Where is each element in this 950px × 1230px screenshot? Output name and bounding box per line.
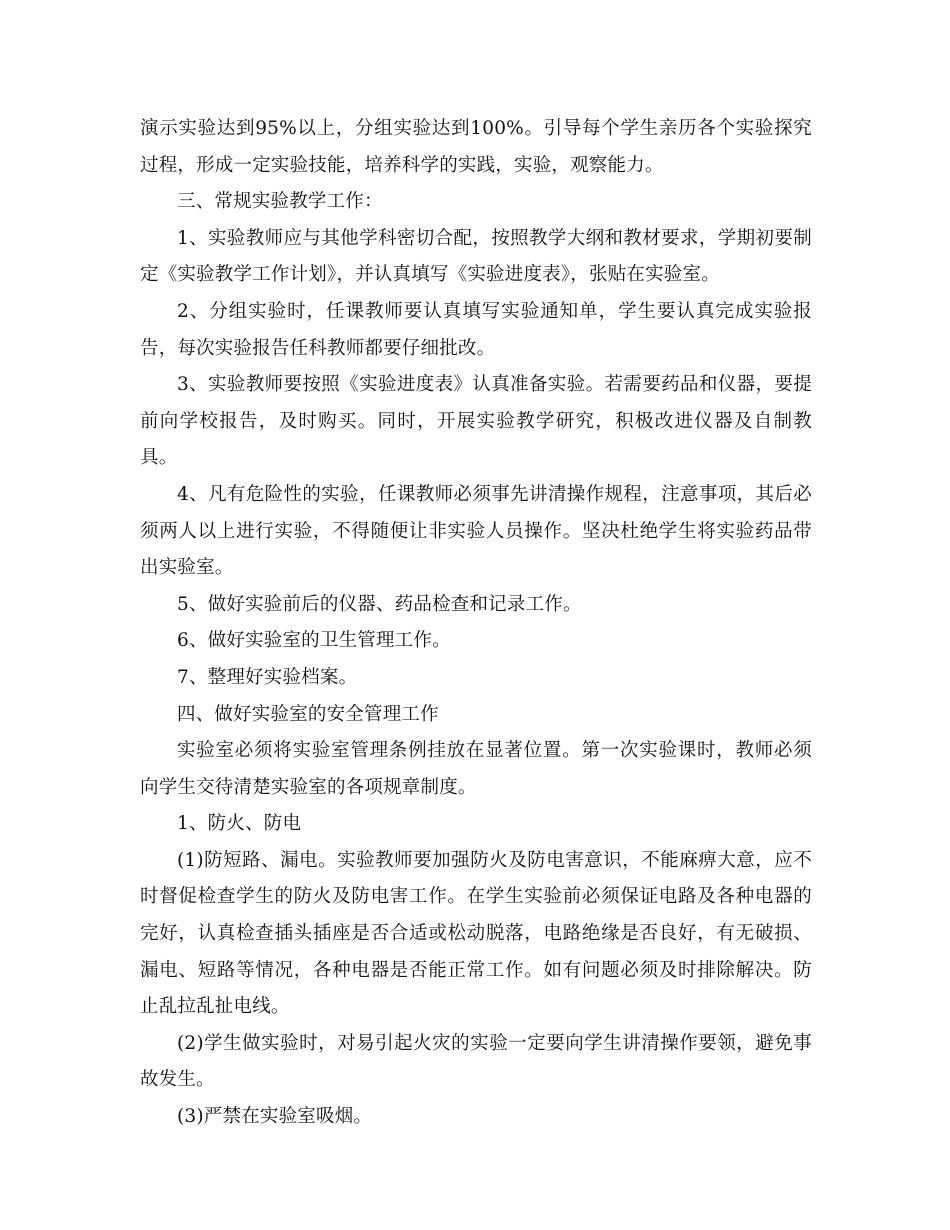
paragraph-item-4: 4、凡有危险性的实验，任课教师必须事先讲清操作规程，注意事项，其后必须两人以上进行实验，不得随便让非实验人员操作。坚决杜绝学生将实验药品带出实验室。 <box>140 483 812 579</box>
section-heading-routine-teaching: 三、常规实验教学工作： <box>177 191 383 213</box>
document-body <box>140 111 812 1136</box>
section-heading-safety-management: 四、做好实验室的安全管理工作 <box>177 703 439 725</box>
paragraph-sub-2: (2)学生做实验时，对易引起火灾的实验一定要向学生讲清操作要领，避免事故发生。 <box>140 1032 812 1091</box>
paragraph-item-3: 3、实验教师要按照《实验进度表》认真准备实验。若需要药品和仪器，要提前向学校报告，及时购买。同时，开展实验教学研究，积极改进仪器及自制教具。 <box>140 374 812 469</box>
paragraph-item-6: 6、做好实验室的卫生管理工作。 <box>177 630 451 652</box>
paragraph-item-2: 2、分组实验时，任课教师要认真填写实验通知单，学生要认真完成实验报告，每次实验报告任科教师都要仔细批改。 <box>140 300 812 359</box>
paragraph-item-7: 7、整理好实验档案。 <box>177 666 358 688</box>
paragraph-sub-3: (3)严禁在实验室吸烟。 <box>177 1106 373 1128</box>
paragraph-item-1: 1、实验教师应与其他学科密切合配，按照教学大纲和教材要求，学期初要制定《实验教学工作计划》，并认真填写《实验进度表》，张贴在实验室。 <box>140 227 812 286</box>
paragraph-item-5: 5、做好实验前后的仪器、药品检查和记录工作。 <box>177 593 582 615</box>
subheading-fire-electric: 1、防火、防电 <box>177 813 302 835</box>
paragraph-sub-1: (1)防短路、漏电。实验教师要加强防火及防电害意识，不能麻痹大意，应不时督促检查学生的防火及防电害工作。在学生实验前必须保证电路及各种电器的完好，认真检查插头插座是否合适或松动脱落，电路绝缘是否良好，有无破损、漏电、短路等情况，各种电器是否能正常工作。如有问题必须及时排除解决。防止乱拉乱扯电线。 <box>140 849 812 1018</box>
paragraph-safety-intro: 实验室必须将实验室管理条例挂放在显著位置。第一次实验课时，教师必须向学生交待清楚实验室的各项规章制度。 <box>140 740 812 798</box>
paragraph-intro-continuation: 演示实验达到95%以上，分组实验达到100%。引导每个学生亲历各个实验探究过程，形成一定实验技能，培养科学的实践，实验，观察能力。 <box>140 118 812 176</box>
